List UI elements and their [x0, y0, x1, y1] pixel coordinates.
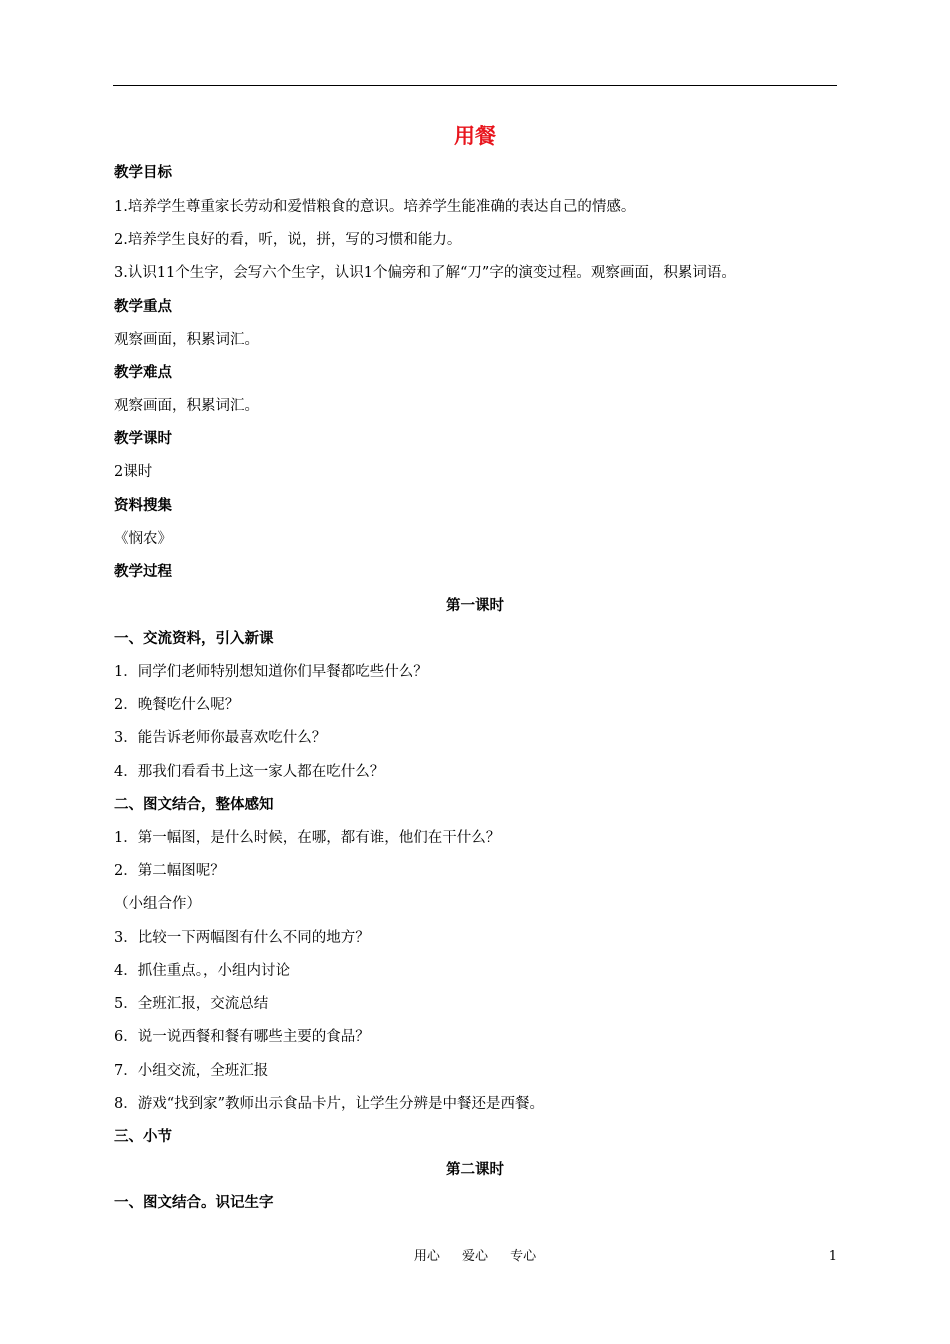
- materials-text: 《悯农》: [114, 531, 172, 547]
- difficulty-text: 观察画面，积累词汇。: [114, 398, 259, 414]
- class-hours-heading: 教学课时: [114, 431, 172, 447]
- list-item: 6．说一说西餐和餐有哪些主要的食品？: [114, 1029, 370, 1045]
- page-number: 1: [828, 1249, 837, 1264]
- list-item: 1．第一幅图，是什么时候，在哪，都有谁，他们在干什么？: [114, 830, 501, 846]
- footer-motto: 爱心: [461, 1249, 488, 1264]
- list-item: 7．小组交流，全班汇报: [114, 1063, 269, 1079]
- key-points-text: 观察画面，积累词汇。: [114, 332, 259, 348]
- goal-item: 2.培养学生良好的看，听，说，拼，写的习惯和能力。: [114, 232, 462, 248]
- goal-item: 3.认识11个生字，会写六个生字，认识1个偏旁和了解“刀”字的演变过程。观察画面，积累词语。: [114, 265, 736, 281]
- footer-motto: 用心: [413, 1249, 440, 1264]
- lesson-2-heading: 第二课时: [446, 1162, 504, 1178]
- footer-motto: 专心: [510, 1249, 537, 1264]
- list-item: 2．晚餐吃什么呢？: [114, 697, 240, 713]
- lesson-1-part-1-heading: 一、交流资料，引入新课: [114, 631, 274, 647]
- list-item: 5．全班汇报，交流总结: [114, 996, 269, 1012]
- list-item: 4．抓住重点。，小组内讨论: [114, 963, 290, 979]
- list-item: 3．能告诉老师你最喜欢吃什么？: [114, 730, 327, 746]
- list-item: 1．同学们老师特别想知道你们早餐都吃些什么？: [114, 664, 428, 680]
- page-footer: [0, 1247, 950, 1267]
- list-item: 4．那我们看看书上这一家人都在吃什么？: [114, 764, 385, 780]
- materials-heading: 资料搜集: [114, 498, 172, 514]
- class-hours-text: 2课时: [114, 464, 153, 480]
- difficulty-heading: 教学难点: [114, 365, 172, 381]
- list-item: （小组合作）: [114, 896, 201, 912]
- key-points-heading: 教学重点: [114, 299, 172, 315]
- lesson-1-heading: 第一课时: [446, 598, 504, 614]
- lesson-2-part-1-heading: 一、图文结合。识记生字: [114, 1195, 274, 1211]
- list-item: 3．比较一下两幅图有什么不同的地方？: [114, 930, 370, 946]
- goals-heading: 教学目标: [114, 165, 172, 181]
- header-rule: [113, 85, 837, 86]
- process-heading: 教学过程: [114, 564, 172, 580]
- document-title: 用餐: [454, 124, 496, 148]
- list-item: 2．第二幅图呢？: [114, 863, 225, 879]
- lesson-1-part-3-heading: 三、小节: [114, 1129, 172, 1145]
- lesson-1-part-2-heading: 二、图文结合，整体感知: [114, 797, 274, 813]
- goal-item: 1.培养学生尊重家长劳动和爱惜粮食的意识。培养学生能准确的表达自己的情感。: [114, 199, 636, 215]
- list-item: 8．游戏“找到家”教师出示食品卡片，让学生分辨是中餐还是西餐。: [114, 1096, 545, 1112]
